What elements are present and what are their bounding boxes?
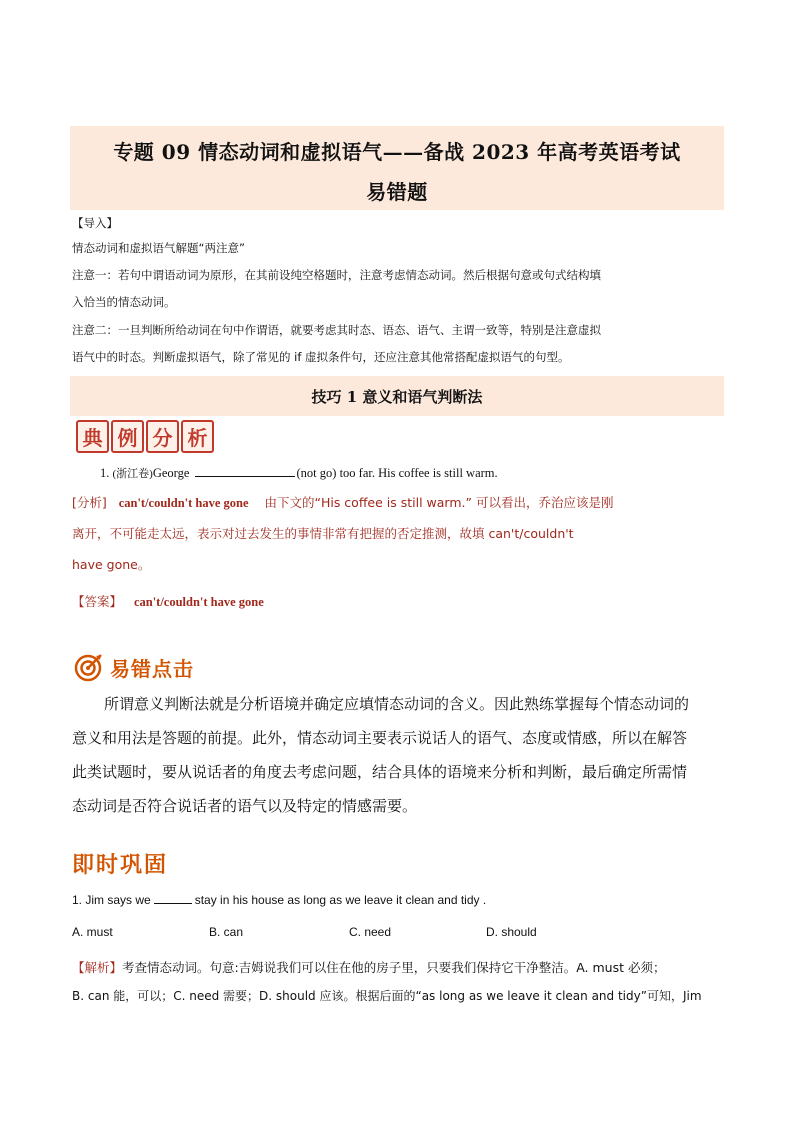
intro-line: 入恰当的情态动词。 bbox=[72, 295, 176, 309]
pitfall-paragraph-line: 意义和用法是答题的前提。此外，情态动词主要表示说话人的语气、态度或情感，所以在解答 bbox=[72, 729, 688, 747]
option-b: B. can bbox=[209, 925, 244, 939]
intro-line: 注意一：若句中谓语动词为原形，在其前设纯空格题时，注意考虑情态动词。然后根据句意或句式结构填 bbox=[72, 268, 601, 282]
analysis-line-1 bbox=[72, 487, 722, 519]
pitfall-paragraph-line: 态动词是否符合说话者的语气以及特定的情感需要。 bbox=[72, 797, 418, 815]
pitfall-paragraph-line: 此类试题时，要从说话者的角度去考虑问题，结合具体的语境来分析和判断，最后确定所需情 bbox=[72, 763, 688, 781]
question-number: 1. bbox=[100, 466, 110, 480]
answer-label: 【答案】 bbox=[72, 594, 123, 609]
pitfall-title: 易错点击 bbox=[110, 656, 194, 681]
explanation-line-2: B. can 能，可以；C. need 需要；D. should 应该。根据后面的“as long as we leave it clean and tidy”可知，Jim bbox=[72, 989, 702, 1003]
target-icon bbox=[74, 652, 104, 682]
analysis-answer: can't/couldn't have gone bbox=[118, 496, 249, 510]
explanation-label: 【解析】 bbox=[72, 960, 123, 975]
explanation-line-1 bbox=[72, 953, 724, 982]
option-a: A. must bbox=[72, 925, 113, 939]
badge-char: 典 bbox=[76, 420, 109, 453]
answer-line bbox=[72, 592, 264, 610]
consolidate-heading: 即时巩固 bbox=[72, 853, 169, 878]
answer-value: can't/couldn't have gone bbox=[133, 595, 264, 609]
option-d: D. should bbox=[486, 925, 537, 939]
exercise-text-before: 1. Jim says we bbox=[72, 893, 151, 907]
answer-blank bbox=[195, 464, 295, 477]
example-question bbox=[100, 464, 498, 481]
pitfall-paragraph-line: 所谓意义判断法就是分析语境并确定应填情态动词的含义。因此熟练掌握每个情态动词的 bbox=[104, 695, 690, 713]
question-text-before: George bbox=[152, 466, 190, 480]
skill-title: 技巧 1 意义和语气判断法 bbox=[311, 388, 483, 406]
badge-char: 例 bbox=[111, 420, 144, 453]
badge-char: 分 bbox=[146, 420, 179, 453]
badge-char: 析 bbox=[181, 420, 214, 453]
option-c: C. need bbox=[349, 925, 392, 939]
example-analysis-badge bbox=[76, 420, 214, 456]
analysis-text: 由下文的“His coffee is still warm.” 可以看出，乔治应该是刚 bbox=[264, 495, 614, 510]
intro-line: 情态动词和虚拟语气解题“两注意” bbox=[72, 241, 245, 255]
intro-line: 注意二：一旦判断所给动词在句中作谓语，就要考虑其时态、语态、语气、主谓一致等，特别是注意虚拟 bbox=[72, 323, 601, 337]
page-title-line-2: 易错题 bbox=[366, 180, 428, 204]
question-text-after: (not go) too far. His coffee is still warm. bbox=[296, 466, 498, 480]
analysis-label: [分析] bbox=[72, 495, 107, 510]
intro-line: 语气中的时态。判断虚拟语气，除了常见的 if 虚拟条件句，还应注意其他常搭配虚拟语气的句型。 bbox=[72, 350, 570, 364]
exercise-text-after: stay in his house as long as we leave it clean and tidy . bbox=[194, 893, 487, 907]
question-source: (浙江卷) bbox=[112, 468, 153, 480]
page-title-line-1: 专题 09 情态动词和虚拟语气——备战 2023 年高考英语考试 bbox=[113, 140, 681, 164]
analysis-line-3: have gone。 bbox=[72, 557, 151, 572]
exercise-question bbox=[72, 893, 486, 907]
analysis-line-2: 离开，不可能走太远，表示对过去发生的事情非常有把握的否定推测，故填 can't/couldn't bbox=[72, 526, 574, 541]
explanation-text: 考查情态动词。句意:吉姆说我们可以住在他的房子里，只要我们保持它干净整洁。A. must 必须； bbox=[122, 960, 666, 975]
exercise-blank bbox=[154, 893, 192, 904]
intro-label: 【导入】 bbox=[72, 216, 118, 230]
pitfall-heading bbox=[74, 652, 194, 682]
